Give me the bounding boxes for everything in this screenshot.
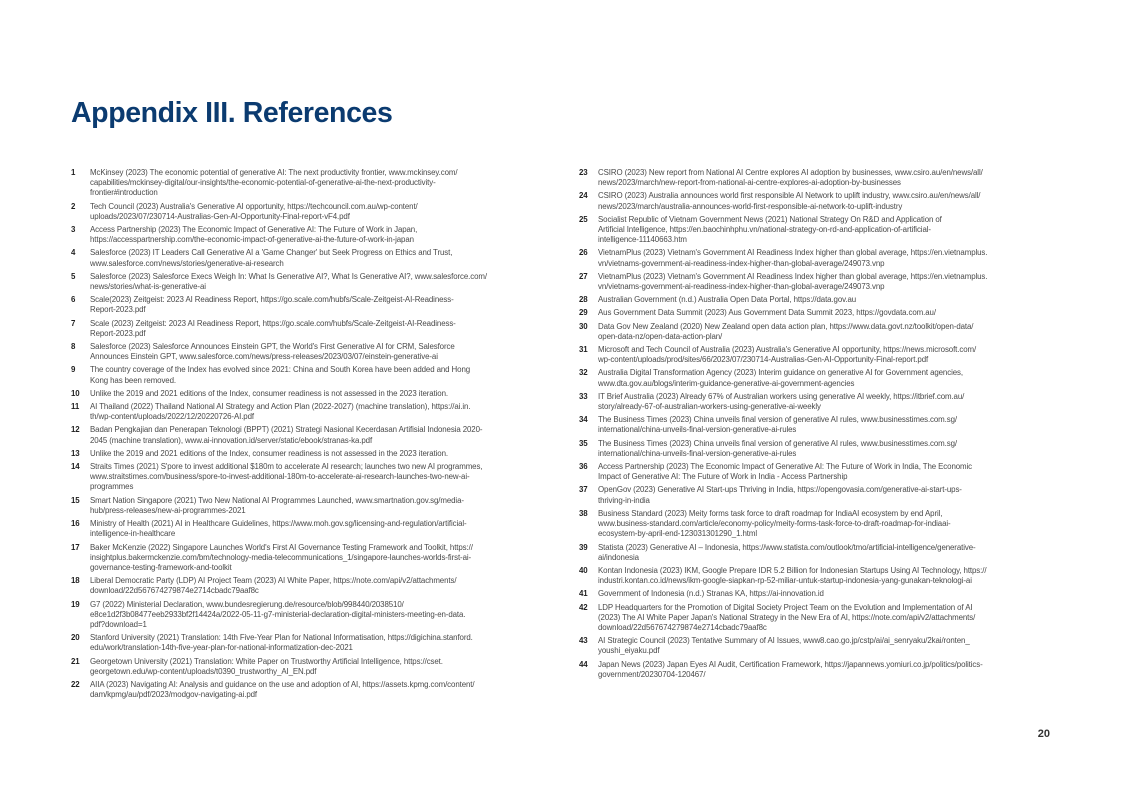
reference-number: 33	[579, 391, 588, 401]
reference-text: Straits Times (2021) S'pore to invest additional $180m to accelerate AI research; launches two new AI programmes, www.straitstimes.com/business/spore-to-invest-additional-180m-to-accelerate-ai-research-launches-two-new-ai- programmes	[90, 462, 483, 492]
reference-text: G7 (2022) Ministerial Declaration, www.bundesregierung.de/resource/blob/998440/2038510/ e8ce1d2f3b08477eeb2933bf2f14424a/2022-05-11-g7-ministerial-declaration-digital-ministers-meeting-en-data. pdf?download=1	[90, 599, 466, 629]
reference-text: Tech Council (2023) Australia's Generative AI opportunity, https://techcouncil.com.au/wp-content/ uploads/2023/07/230714-Australias-Gen-AI-Opportunity-Final-report-vF4.pdf	[90, 201, 418, 221]
reference-text: Ministry of Health (2021) AI in Healthcare Guidelines, https://www.moh.gov.sg/licensing-and-regulation/artificial- intelligence-in-healthcare	[90, 519, 467, 539]
reference-number: 42	[579, 602, 588, 612]
reference-item	[71, 225, 543, 245]
reference-number: 27	[579, 271, 588, 281]
reference-item	[71, 365, 543, 385]
reference-item	[579, 272, 1054, 292]
reference-text: Salesforce (2023) Salesforce Execs Weigh In: What Is Generative AI?, What Is Generative AI?, www.salesforce.com/ news/stories/what-is-generative-ai	[90, 271, 487, 292]
reference-text: Socialist Republic of Vietnam Government News (2021) National Strategy On R&D and Application of Artificial Intelligence, https://en.baochinhphu.vn/national-strategy-on-rd-and-application-of-artificial- intelligence-11140663.htm	[598, 214, 942, 245]
reference-text: Australian Government (n.d.) Australia Open Data Portal, https://data.gov.au	[598, 295, 857, 305]
reference-item	[579, 215, 1054, 246]
reference-number: 5	[71, 271, 76, 281]
reference-number: 19	[71, 599, 80, 609]
reference-text: Data Gov New Zealand (2020) New Zealand open data action plan, https://www.data.govt.nz/toolkit/open-data/ open-data-nz/open-data-action-plan/	[598, 321, 974, 341]
page-title: Appendix III. References	[71, 97, 393, 129]
reference-number: 43	[579, 636, 588, 646]
reference-text: Scale (2023) Zeitgeist: 2023 AI Readiness Report, https://go.scale.com/hubfs/Scale-Zeitgeist-AI-Readiness- Report-2023.pdf	[90, 318, 456, 338]
reference-text: Badan Pengkajian dan Penerapan Teknologi (BPPT) (2021) Strategi Nasional Kecerdasan Artifisial Indonesia 2020- 2045 (machine translation), www.ai-innovation.id/server/static/ebook/stranas-ka.pdf	[90, 425, 483, 445]
reference-item	[71, 319, 543, 339]
reference-item	[71, 680, 543, 700]
reference-text: VietnamPlus (2023) Vietnam's Government AI Readiness Index higher than global average, https://en.vietnamplus. vn/vietnams-government-ai-readiness-index-higher-than-global-average/249073.vnp	[598, 271, 988, 292]
reference-text: The Business Times (2023) China unveils final version of generative AI rules, www.businesstimes.com.sg/ international/china-unveils-final-version-generative-ai-rules	[598, 438, 957, 458]
reference-text: Government of Indonesia (n.d.) Stranas KA, https://ai-innovation.id	[598, 589, 824, 599]
reference-number: 14	[71, 462, 80, 472]
reference-number: 8	[71, 342, 76, 352]
reference-item	[579, 543, 1054, 563]
reference-text: Unlike the 2019 and 2021 editions of the Index, consumer readiness is not assessed in the 2023 iteration.	[90, 388, 448, 398]
reference-number: 1	[71, 168, 76, 177]
reference-item	[579, 248, 1054, 268]
reference-text: AI Thailand (2022) Thailand National AI Strategy and Action Plan (2022-2027) (machine translation), https://ai.in. th/wp-content/uploads/2022/12/20220726-AI.pdf	[90, 402, 471, 422]
reference-text: Kontan Indonesia (2023) IKM, Google Prepare IDR 5.2 Billion for Indonesian Startups Using AI Technology, https:// industri.kontan.co.id/news/ikm-google-siapkan-rp-52-miliar-untuk-startup-indonesia-yang-gunakan-teknologi-ai	[598, 565, 987, 586]
reference-item	[579, 368, 1054, 388]
reference-item	[71, 657, 543, 677]
reference-item	[579, 392, 1054, 412]
reference-text: Australia Digital Transformation Agency (2023) Interim guidance on generative AI for Government agencies, www.dta.gov.au/blogs/interim-guidance-generative-ai-government-agencies	[598, 368, 963, 388]
reference-text: Unlike the 2019 and 2021 editions of the Index, consumer readiness is not assessed in the 2023 iteration.	[90, 448, 448, 458]
reference-number: 30	[579, 321, 588, 331]
reference-text: Georgetown University (2021) Translation: White Paper on Trustworthy Artificial Intelligence, https://cset. georgetown.edu/wp-content/uploads/t0390_trustworthy_AI_EN.pdf	[90, 656, 443, 676]
reference-number: 41	[579, 589, 588, 599]
reference-text: VietnamPlus (2023) Vietnam's Government AI Readiness Index higher than global average, https://en.vietnamplus. vn/vietnams-government-ai-readiness-index-higher-than-global-average/249073.vnp	[598, 248, 988, 268]
reference-number: 40	[579, 565, 588, 575]
reference-item	[71, 248, 543, 268]
reference-text: Scale(2023) Zeitgeist: 2023 AI Readiness Report, https://go.scale.com/hubfs/Scale-Zeitgeist-AI-Readiness- Report-2023.pdf	[90, 295, 454, 315]
reference-item	[71, 402, 543, 422]
reference-number: 12	[71, 425, 80, 435]
reference-item	[579, 660, 1054, 680]
reference-text: Smart Nation Singapore (2021) Two New National AI Programmes Launched, www.smartnation.gov.sg/media- hub/press-releases/new-ai-programmes-2021	[90, 495, 464, 515]
reference-text: IT Brief Australia (2023) Already 67% of Australian workers using generative AI weekly, https://itbrief.com.au/ story/already-67-of-australian-workers-using-generative-ai-weekly	[598, 391, 965, 412]
reference-item	[579, 345, 1054, 365]
reference-number: 11	[71, 402, 80, 412]
reference-item	[579, 462, 1054, 482]
reference-item	[579, 308, 1054, 318]
reference-item	[579, 589, 1054, 599]
reference-text: Business Standard (2023) Meity forms task force to draft roadmap for IndiaAI ecosystem by end April, www.business-standard.com/article/economy-policy/meity-forms-task-force-to-draft-roadmap-for-indiaai- ecosystem-by-april-end-123031301290_1.html	[598, 508, 951, 539]
references-column-left	[71, 168, 543, 703]
reference-item	[579, 191, 1054, 211]
reference-number: 32	[579, 368, 588, 378]
reference-item	[579, 636, 1054, 656]
reference-text: Salesforce (2023) IT Leaders Call Generative AI a 'Game Changer' but Seek Progress on Ethics and Trust, www.salesforce.com/news/stories/generative-ai-research	[90, 248, 453, 268]
reference-number: 31	[579, 345, 588, 355]
reference-item	[71, 295, 543, 315]
reference-number: 29	[579, 308, 588, 318]
reference-number: 18	[71, 576, 80, 586]
reference-number: 3	[71, 225, 76, 235]
reference-number: 23	[579, 168, 588, 177]
reference-item	[71, 543, 543, 574]
reference-item	[579, 322, 1054, 342]
reference-number: 16	[71, 519, 80, 529]
reference-text: Baker McKenzie (2022) Singapore Launches World's First AI Governance Testing Framework and Toolkit, https:// insightplus.bakermckenzie.com/bm/technology-media-telecommunications_1/singapore-launches-worlds-first-ai- governance-testing-framework-and-toolkit	[90, 542, 473, 572]
reference-item	[71, 342, 543, 362]
page-number: 20	[1037, 728, 1050, 740]
reference-item	[579, 295, 1054, 305]
reference-text: Salesforce (2023) Salesforce Announces Einstein GPT, the World's First Generative AI for CRM, Salesforce Announces Einstein GPT, www.salesforce.com/news/press-releases/2023/03/07/einstein-generative-ai	[90, 342, 455, 362]
reference-number: 25	[579, 214, 588, 224]
reference-item	[579, 509, 1054, 540]
references-column-right	[579, 168, 1054, 683]
reference-number: 38	[579, 508, 588, 518]
reference-item	[71, 168, 543, 199]
reference-number: 15	[71, 495, 80, 505]
reference-item	[71, 633, 543, 653]
reference-text: Microsoft and Tech Council of Australia (2023) Australia's Generative AI opportunity, https://news.microsoft.com/ wp-content/uploads/prod/sites/66/2023/07/230714-Australias-Gen-AI-Opportunity-Final-report.pdf	[598, 345, 977, 365]
reference-text: AI Strategic Council (2023) Tentative Summary of AI Issues, www8.cao.go.jp/cstp/ai/ai_senryaku/2kai/ronten_ youshi_eiyaku.pdf	[598, 636, 970, 656]
reference-text: Aus Government Data Summit (2023) Aus Government Data Summit 2023, https://govdata.com.au/	[598, 308, 936, 318]
reference-text: AIIA (2023) Navigating AI: Analysis and guidance on the use and adoption of AI, https://assets.kpmg.com/content/ dam/kpmg/au/pdf/2023/modgov-navigating-ai.pdf	[90, 679, 475, 700]
reference-item	[71, 425, 543, 445]
reference-text: Japan News (2023) Japan Eyes AI Audit, Certification Framework, https://japannews.yomiuri.co.jp/politics/politics- government/20230704-120467/	[598, 659, 983, 679]
reference-item	[71, 496, 543, 516]
reference-text: The country coverage of the Index has evolved since 2021: China and South Korea have been added and Hong Kong has been removed.	[90, 365, 471, 385]
reference-item	[71, 272, 543, 292]
reference-item	[579, 415, 1054, 435]
reference-item	[71, 519, 543, 539]
reference-text: LDP Headquarters for the Promotion of Digital Society Project Team on the Evolution and Implementation of AI (2023) The AI White Paper Japan's National Strategy in the New Era of AI, https://note.com/api/v2/attachments/ download/22d567674279874e2714cbadc79aaf8c	[598, 602, 976, 632]
reference-number: 13	[71, 448, 80, 458]
reference-number: 20	[71, 633, 80, 643]
reference-number: 44	[579, 659, 588, 669]
reference-text: The Business Times (2023) China unveils final version of generative AI rules, www.businesstimes.com.sg/ international/china-unveils-final-version-generative-ai-rules	[598, 415, 957, 435]
reference-text: Access Partnership (2023) The Economic Impact of Generative AI: The Future of Work in India, The Economic Impact of Generative AI: The Future of Work in India - Access Partnership	[598, 462, 972, 482]
reference-number: 37	[579, 485, 588, 495]
reference-number: 35	[579, 438, 588, 448]
reference-text: Statista (2023) Generative AI – Indonesia, https://www.statista.com/outlook/tmo/artificial-intelligence/generative- ai/indonesia	[598, 542, 976, 562]
reference-text: Access Partnership (2023) The Economic Impact of Generative AI: The Future of Work in Japan, https://accesspartnership.com/the-economic-impact-of-generative-ai-the-future-of-work-in-japan	[90, 225, 418, 245]
reference-number: 21	[71, 656, 80, 666]
reference-text: McKinsey (2023) The economic potential of generative AI: The next productivity frontier, www.mckinsey.com/ capabilities/mckinsey-digital/our-insights/the-economic-potential-of-generative-ai-the-next-productivity- frontier#introduction	[90, 168, 458, 198]
reference-item	[71, 600, 543, 631]
reference-number: 34	[579, 415, 588, 425]
reference-number: 39	[579, 542, 588, 552]
reference-number: 24	[579, 191, 588, 201]
reference-item	[71, 449, 543, 459]
reference-number: 6	[71, 295, 76, 305]
reference-number: 28	[579, 295, 588, 305]
reference-number: 9	[71, 365, 76, 375]
reference-text: OpenGov (2023) Generative AI Start-ups Thriving in India, https://opengovasia.com/generative-ai-start-ups- thriving-in-india	[598, 485, 962, 505]
reference-number: 17	[71, 542, 80, 552]
reference-text: Liberal Democratic Party (LDP) AI Project Team (2023) AI White Paper, https://note.com/api/v2/attachments/ download/22d567674279874e2714cbadc79aaf8c	[90, 576, 457, 596]
reference-item	[579, 603, 1054, 634]
reference-text: CSIRO (2023) Australia announces world first responsible AI Network to uplift industry, www.csiro.au/en/news/all/ news/2023/march/australia-announces-world-first-responsible-ai-network-to-uplift-industry	[598, 191, 981, 211]
reference-item	[71, 202, 543, 222]
reference-text: CSIRO (2023) New report from National AI Centre explores AI adoption by businesses, www.csiro.au/en/news/all/ news/2023/march/new-report-from-national-ai-centre-explores-ai-adoption-by-businesses	[598, 168, 983, 188]
reference-number: 10	[71, 388, 80, 398]
reference-item	[579, 485, 1054, 505]
reference-number: 4	[71, 248, 76, 258]
reference-text: Stanford University (2021) Translation: 14th Five-Year Plan for National Informatisation, https://digichina.stanford. edu/work/translation-14th-five-year-plan-for-national-informatization-dec-2021	[90, 633, 473, 653]
reference-item	[71, 576, 543, 596]
reference-item	[71, 462, 543, 493]
reference-number: 2	[71, 201, 76, 211]
reference-item	[579, 566, 1054, 586]
reference-item	[579, 168, 1054, 188]
reference-number: 22	[71, 679, 80, 689]
reference-number: 7	[71, 318, 76, 328]
reference-number: 26	[579, 248, 588, 258]
reference-number: 36	[579, 462, 588, 472]
reference-item	[71, 389, 543, 399]
reference-item	[579, 439, 1054, 459]
